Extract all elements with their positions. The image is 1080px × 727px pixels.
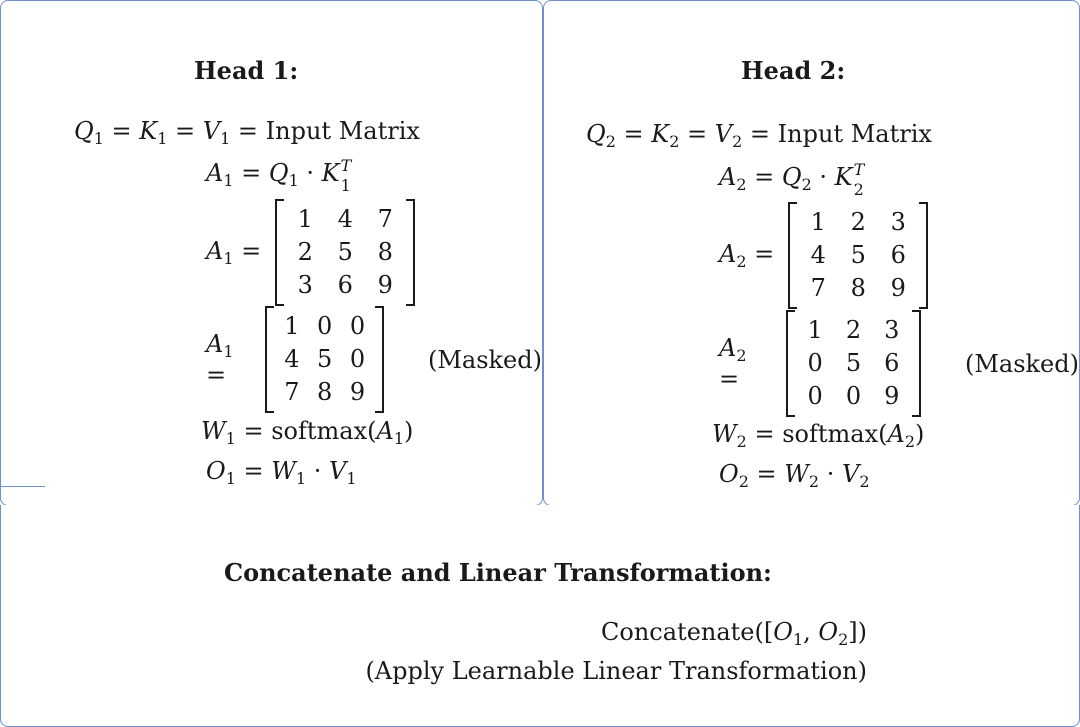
head-1-masked-lhs: $A_1$ =: [206, 330, 234, 389]
matrix-cell: 7: [284, 378, 300, 406]
matrix-cell: 8: [377, 238, 393, 266]
matrix-cell: 0: [349, 345, 366, 373]
matrix-cell: 7: [810, 274, 826, 302]
matrix-cell: 0: [317, 312, 333, 340]
head-2-masked-row: [719, 310, 1079, 417]
matrix-cell: 4: [810, 241, 826, 269]
head-2-masked-matrix-table: [796, 314, 911, 413]
matrix-row: [798, 206, 918, 239]
matrix-row: [798, 272, 918, 305]
head-1-score-matrix-table: [285, 203, 405, 302]
concat-equation: $Concatenate([O_1$, $O_2$]): [601, 618, 867, 649]
head-2-title: Head 2:: [741, 56, 846, 85]
head-2-score-matrix: [788, 202, 928, 309]
concat-apply-text: (Apply Learnable Linear Transformation): [365, 657, 867, 685]
head-1-softmax-equation: $W_1$ = $softmax(A_1)$: [201, 417, 414, 448]
matrix-cell: 3: [884, 316, 900, 344]
head-2-masked-label: (Masked): [964, 349, 1079, 378]
head-2-softmax-equation: $W_2$ = $softmax(A_2)$: [712, 420, 925, 451]
head-2-panel: [543, 0, 1080, 506]
matrix-cell: 2: [850, 208, 866, 236]
matrix-row: [275, 376, 374, 409]
matrix-row: [275, 343, 374, 376]
matrix-cell: 8: [850, 274, 866, 302]
matrix-cell: 6: [337, 271, 353, 299]
head-1-title: Head 1:: [194, 56, 299, 85]
head-1-qkv-equation: $Q_1 = K_1 = V_1$ = Input Matrix: [74, 117, 420, 148]
head-1-output-equation: $O_1 = W_1 \cdot V_1$: [206, 457, 357, 488]
matrix-cell: 1: [807, 316, 823, 344]
head-2-score-equation: $A_2 = Q_2 \cdot K$ T 2: [719, 160, 865, 199]
matrix-cell: 5: [317, 345, 333, 373]
matrix-cell: 2: [297, 238, 313, 266]
head-1-qkv-text: Input Matrix: [265, 117, 420, 145]
matrix-cell: 8: [317, 378, 333, 406]
matrix-cell: 1: [297, 205, 313, 233]
matrix-row: [285, 269, 405, 302]
matrix-cell: 1: [284, 312, 300, 340]
matrix-cell: 7: [377, 205, 393, 233]
head-1-matrix-lhs: $A_1$ =: [206, 237, 262, 268]
matrix-cell: 0: [349, 312, 366, 340]
head-1-masked-matrix-table: [275, 310, 374, 409]
matrix-row: [796, 380, 911, 413]
matrix-cell: 1: [810, 208, 826, 236]
head-2-score-matrix-table: [798, 206, 918, 305]
matrix-row: [796, 314, 911, 347]
matrix-cell: 6: [884, 349, 900, 377]
matrix-cell: 4: [284, 345, 300, 373]
matrix-cell: 4: [337, 205, 353, 233]
matrix-cell: 9: [890, 274, 906, 302]
matrix-row: [285, 203, 405, 236]
matrix-cell: 9: [884, 382, 900, 410]
matrix-cell: 9: [349, 378, 366, 406]
head-2-matrix-row: [719, 202, 928, 309]
matrix-cell: 6: [890, 241, 906, 269]
matrix-row: [798, 239, 918, 272]
matrix-cell: 2: [845, 316, 862, 344]
head-1-softmax-fn: softmax: [271, 417, 368, 445]
matrix-row: [285, 236, 405, 269]
matrix-cell: 3: [297, 271, 313, 299]
head-1-masked-row: [206, 306, 542, 413]
matrix-cell: 3: [890, 208, 906, 236]
concat-func-name: Concatenate: [601, 618, 755, 646]
matrix-row: [275, 310, 374, 343]
head-2-masked-lhs: $A_2$ =: [719, 334, 747, 393]
head-1-masked-label: (Masked): [427, 345, 542, 374]
head-1-masked-matrix: [265, 306, 384, 413]
head-1-score-equation: $A_1 = Q_1 \cdot K$ T 1: [206, 156, 352, 195]
head-2-masked-matrix: [786, 310, 921, 417]
matrix-cell: 9: [377, 271, 393, 299]
matrix-cell: 0: [807, 349, 823, 377]
matrix-cell: 0: [845, 382, 862, 410]
head-2-matrix-lhs: $A_2$ =: [719, 240, 775, 271]
head-2-qkv-equation: $Q_2 = K_2 = V_2$ = Input Matrix: [586, 120, 932, 151]
head-2-qkv-text: Input Matrix: [777, 120, 932, 148]
concat-panel: [0, 505, 1080, 727]
matrix-cell: 5: [850, 241, 866, 269]
head-2-output-equation: $O_2 = W_2 \cdot V_2$: [719, 460, 870, 491]
head-2-softmax-fn: softmax: [782, 420, 879, 448]
concat-title: Concatenate and Linear Transformation:: [224, 558, 772, 587]
head-1-score-matrix: [275, 199, 415, 306]
head-1-panel: [0, 0, 543, 506]
matrix-row: [796, 347, 911, 380]
matrix-cell: 5: [845, 349, 862, 377]
matrix-cell: 5: [337, 238, 353, 266]
head-1-matrix-row: [206, 199, 415, 306]
matrix-cell: 0: [807, 382, 823, 410]
head-1-accent-line: [1, 486, 45, 487]
